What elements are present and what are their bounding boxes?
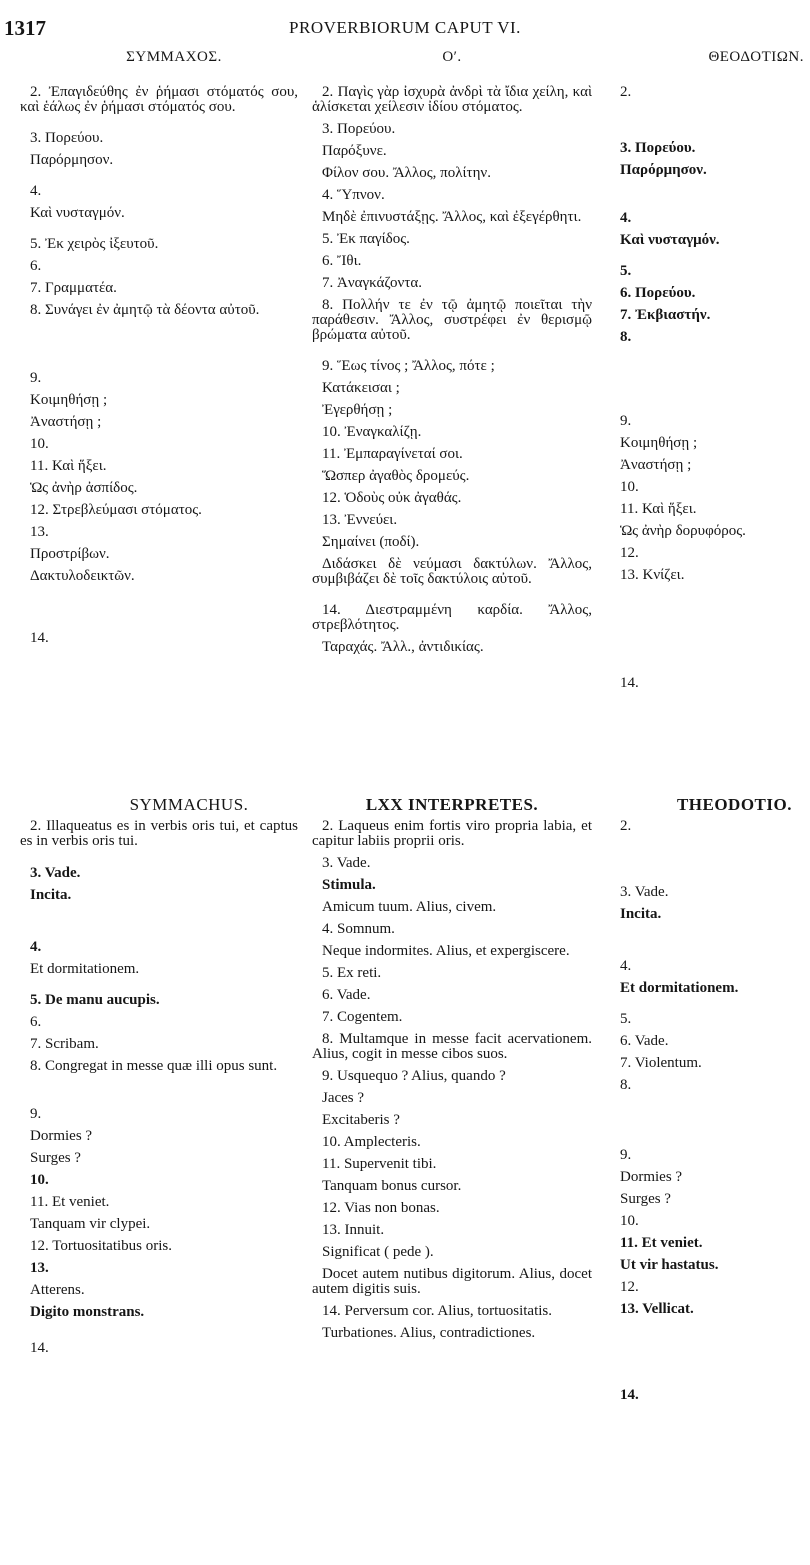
column-heading: Οʹ. [442, 49, 462, 65]
verse-list [610, 82, 808, 695]
verse-entry: 10. [30, 1172, 49, 1188]
verse-entry: 7. Cogentem. [322, 1009, 403, 1025]
verse-entry: 13. Innuit. [322, 1222, 385, 1238]
verse-entry: 2. Παγὶς γὰρ ἰσχυρὰ ἀνδρὶ τὰ ἴδια χείλη, καὶ ἁλίσκεται χείλεσιν ἰδίου στόματος. [312, 84, 592, 115]
verse-entry: Tanquam bonus cursor. [322, 1178, 462, 1194]
verse-entry: 2. [620, 818, 632, 834]
verse-entry: 4. [620, 958, 632, 974]
verse-entry: 4. [30, 939, 42, 955]
column-heading: ΘΕΟΔΟΤΙΩΝ. [708, 49, 804, 65]
verse-entry: 6. Vade. [620, 1033, 669, 1049]
verse-entry: 3. Πορεύου. [30, 130, 104, 146]
verse-entry: 2. Laqueus enim fortis viro propria labia, et capitur labiis proprii oris. [312, 818, 592, 849]
verse-entry: Stimula. [322, 877, 376, 893]
verse-entry: Παρόρμησον. [30, 152, 114, 168]
verse-list [20, 816, 298, 1360]
verse-entry: 14. Perversum cor. Alius, tortuositatis. [322, 1303, 552, 1319]
verse-entry: Φίλον σου. Ἄλλος, πολίτην. [322, 165, 491, 181]
verse-entry: 11. Ἐμπαραγίνεταί σοι. [322, 446, 463, 462]
verse-entry: 13. Ἐννεύει. [322, 512, 398, 528]
verse-entry: 5. Ἐκ παγίδος. [322, 231, 410, 247]
verse-entry: Surges ? [620, 1191, 671, 1207]
column-theodotion-latin [610, 794, 808, 1407]
verse-entry: Προστρίβων. [30, 546, 110, 562]
verse-entry: Κατάκεισαι ; [322, 380, 400, 396]
page-number: 1317 [4, 16, 46, 40]
verse-entry: 5. Ex reti. [322, 965, 382, 981]
verse-entry: 12. [620, 545, 639, 561]
verse-list [312, 816, 592, 1345]
verse-entry: 2. [620, 84, 632, 100]
verse-entry: 7. Ἀναγκάζοντα. [322, 275, 422, 291]
verse-entry: 5. [620, 1011, 632, 1027]
verse-entry: Παρόξυνε. [322, 143, 387, 159]
verse-entry: 6. Vade. [322, 987, 371, 1003]
verse-list [610, 816, 808, 1407]
verse-entry: Atterens. [30, 1282, 85, 1298]
verse-entry: 12. Στρεβλεύμασι στόματος. [30, 502, 202, 518]
verse-entry: Ὡς ἀνὴρ δορυφόρος. [620, 523, 746, 539]
verse-entry: 10. [620, 1213, 639, 1229]
verse-entry: 14. [30, 630, 49, 646]
verse-entry: Ut vir hastatus. [620, 1257, 719, 1273]
verse-entry: 9. Ἕως τίνος ; Ἄλλος, πότε ; [322, 358, 495, 374]
verse-entry: Δακτυλοδεικτῶν. [30, 568, 135, 584]
verse-entry: 10. [620, 479, 639, 495]
verse-entry: 6. [30, 258, 42, 274]
verse-entry: 13. Κνίζει. [620, 567, 685, 583]
verse-entry: 8. [620, 1077, 632, 1093]
verse-entry: 3. Πορεύου. [322, 121, 396, 137]
verse-entry: 2. Illaqueatus es in verbis oris tui, et captus es in verbis oris tui. [20, 818, 298, 849]
verse-entry: 4. [620, 210, 632, 226]
column-septuagint-greek [312, 46, 592, 659]
verse-entry: 3. Πορεύου. [620, 140, 696, 156]
verse-entry: 14. [30, 1340, 49, 1356]
verse-entry: 9. [30, 370, 42, 386]
verse-entry: 6. [30, 1014, 42, 1030]
verse-entry: 9. [30, 1106, 42, 1122]
running-title: PROVERBIORUM CAPUT VI. [289, 18, 521, 37]
verse-entry: 13. Vellicat. [620, 1301, 694, 1317]
verse-entry: 5. Ἐκ χειρὸς ἰξευτοῦ. [30, 236, 159, 252]
verse-entry: 5. [620, 263, 632, 279]
verse-entry: Digito monstrans. [30, 1304, 145, 1320]
verse-entry: Κοιμηθήσῃ ; [620, 435, 698, 451]
verse-entry: 14. [620, 675, 639, 691]
verse-entry: 4. [30, 183, 42, 199]
verse-entry: Ὥσπερ ἀγαθὸς δρομεύς. [322, 468, 470, 484]
verse-entry: Καὶ νυσταγμόν. [620, 232, 720, 248]
verse-entry: 4. Ὕπνον. [322, 187, 385, 203]
verse-entry: Κοιμηθήσῃ ; [30, 392, 108, 408]
column-theodotion-greek [610, 46, 808, 695]
verse-entry: 7. Scribam. [30, 1036, 99, 1052]
verse-entry: Surges ? [30, 1150, 81, 1166]
verse-entry: Ὡς ἀνὴρ ἀσπίδος. [30, 480, 138, 496]
running-header [0, 14, 810, 42]
verse-entry: Dormies ? [620, 1169, 683, 1185]
verse-entry: Turbationes. Alius, contradictiones. [322, 1325, 536, 1341]
verse-entry: 7. Γραμματέα. [30, 280, 117, 296]
verse-entry: 2. Ἐπαγιδεύθης ἐν ῥήμασι στόματός σου, καὶ ἑάλως ἐν ῥήμασι στόματός σου. [20, 84, 298, 115]
column-heading: THEODOTIO. [676, 795, 792, 814]
verse-entry: 3. Vade. [322, 855, 371, 871]
verse-entry: Docet autem nutibus digitorum. Alius, docet autem digitis suis. [312, 1266, 592, 1297]
verse-entry: 14. Διεστραμμένη καρδία. Ἄλλος, στρεβλότητος. [312, 602, 592, 633]
verse-entry: Incita. [620, 906, 662, 922]
verse-entry: Et dormitationem. [30, 961, 140, 977]
verse-entry: 12. Tortuositatibus oris. [30, 1238, 173, 1254]
verse-entry: Incita. [30, 887, 72, 903]
column-heading: ΣΥΜΜΑΧΟΣ. [126, 49, 222, 65]
verse-list [312, 82, 592, 659]
verse-entry: 9. [620, 1147, 632, 1163]
column-heading: SYMMACHUS. [129, 795, 249, 814]
verse-entry: 7. Ἐκβιαστήν. [620, 307, 711, 323]
verse-entry: 9. Usquequo ? Alius, quando ? [322, 1068, 506, 1084]
verse-entry: 8. Πολλήν τε ἐν τῷ ἀμητῷ ποιεῖται τὴν παράθεσιν. Ἄλλος, συστρέφει ἐν θερισμῷ βρώματα αὐτοῦ. [312, 297, 592, 343]
verse-entry: 6. Ἴθι. [322, 253, 362, 269]
verse-entry: 5. De manu aucupis. [30, 992, 160, 1008]
verse-entry: Jaces ? [322, 1090, 365, 1106]
verse-entry: Et dormitationem. [620, 980, 739, 996]
verse-entry: 10. Amplecteris. [322, 1134, 421, 1150]
verse-entry: Amicum tuum. Alius, civem. [322, 899, 497, 915]
verse-entry: Καὶ νυσταγμόν. [30, 205, 125, 221]
verse-entry: Dormies ? [30, 1128, 93, 1144]
verse-list [20, 82, 298, 650]
verse-entry: Excitaberis ? [322, 1112, 400, 1128]
verse-entry: Ἀναστήσῃ ; [30, 414, 102, 430]
verse-entry: 12. Ὁδοὺς οὐκ ἀγαθάς. [322, 490, 462, 506]
verse-entry: Ἀναστήσῃ ; [620, 457, 692, 473]
verse-entry: 8. [620, 329, 632, 345]
verse-entry: 9. [620, 413, 632, 429]
verse-entry: 3. Vade. [30, 865, 81, 881]
verse-entry: 10. Ἐναγκαλίζῃ. [322, 424, 422, 440]
verse-entry: 11. Καὶ ἥξει. [30, 458, 107, 474]
column-symmachus-latin [20, 794, 298, 1360]
verse-entry: 12. Vias non bonas. [322, 1200, 440, 1216]
verse-entry: Tanquam vir clypei. [30, 1216, 151, 1232]
verse-entry: 11. Καὶ ἥξει. [620, 501, 697, 517]
verse-entry: 14. [620, 1387, 639, 1403]
verse-entry: 6. Πορεύου. [620, 285, 696, 301]
verse-entry: 10. [30, 436, 49, 452]
verse-entry: Ταραχάς. Ἄλλ., ἀντιδικίας. [322, 639, 484, 655]
verse-entry: 3. Vade. [620, 884, 669, 900]
column-symmachus-greek [20, 46, 298, 650]
verse-entry: 13. [30, 1260, 49, 1276]
verse-entry: Παρόρμησον. [620, 162, 707, 178]
verse-entry: 8. Multamque in messe facit acervationem. Alius, cogit in messe cibos suos. [312, 1031, 592, 1062]
verse-entry: 11. Et veniet. [30, 1194, 110, 1210]
verse-entry: 11. Et veniet. [620, 1235, 703, 1251]
verse-entry: 4. Somnum. [322, 921, 395, 937]
verse-entry: Neque indormites. Alius, et expergiscere. [322, 943, 570, 959]
verse-entry: Ἐγερθήσῃ ; [322, 402, 393, 418]
verse-entry: Σημαίνει (ποδί). [322, 534, 420, 550]
verse-entry: Significat ( pede ). [322, 1244, 434, 1260]
verse-entry: Διδάσκει δὲ νεύμασι δακτύλων. Ἄλλος, συμβιβάζει δὲ τοῖς δακτύλοις αὐτοῦ. [312, 556, 592, 587]
verse-entry: 8. Συνάγει ἐν ἀμητῷ τὰ δέοντα αὐτοῦ. [30, 302, 260, 318]
verse-entry: 13. [30, 524, 49, 540]
column-septuagint-latin [312, 794, 592, 1345]
verse-entry: 12. [620, 1279, 639, 1295]
column-heading: LXX INTERPRETES. [365, 795, 539, 814]
verse-entry: 8. Congregat in messe quæ illi opus sunt. [30, 1058, 278, 1074]
verse-entry: Μηδὲ ἐπινυστάξῃς. Ἄλλος, καὶ ἐξεγέρθητι. [322, 209, 582, 225]
verse-entry: 7. Violentum. [620, 1055, 702, 1071]
verse-entry: 11. Supervenit tibi. [322, 1156, 437, 1172]
